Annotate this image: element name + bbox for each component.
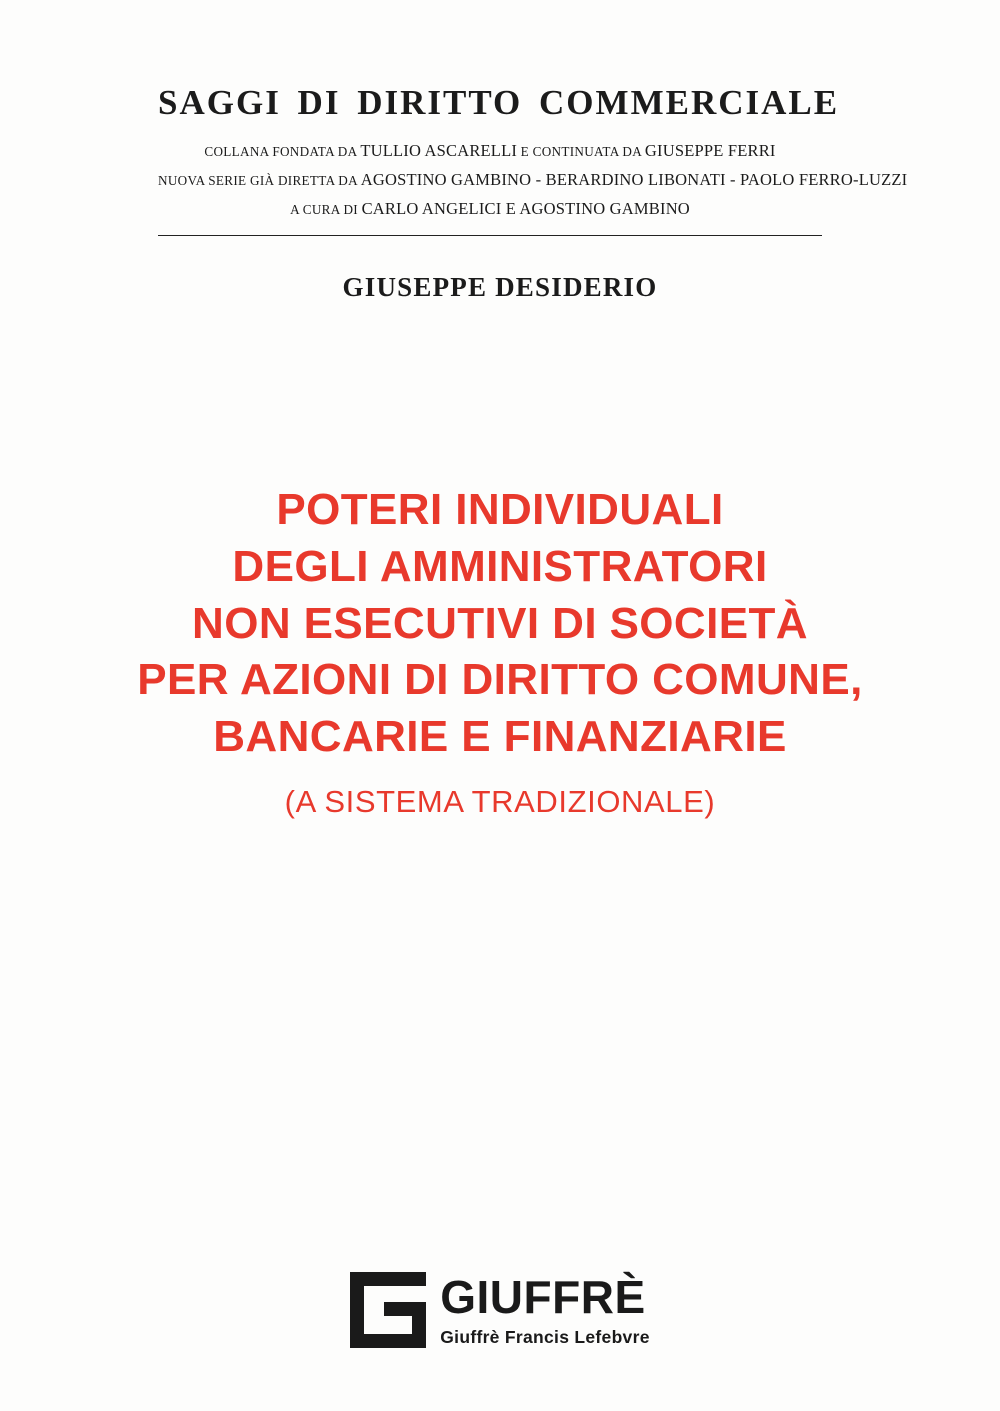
title-line-2: DEGLI AMMINISTRATORI — [232, 541, 768, 591]
series-directors-line — [158, 168, 908, 191]
series-founder-name-1: TULLIO ASCARELLI — [360, 140, 518, 160]
publisher-logo — [0, 1272, 1000, 1348]
series-directors-prefix: NUOVA SERIE GIÀ DIRETTA DA — [158, 172, 361, 188]
publisher-wordmark — [440, 1272, 649, 1348]
title-line-3: NON ESECUTIVI DI SOCIETÀ — [192, 598, 808, 648]
series-directors-names: AGOSTINO GAMBINO - BERARDINO LIBONATI - PAOLO FERRO-LUZZI — [360, 169, 908, 189]
series-header — [158, 83, 908, 236]
giuffre-g-logo-icon — [350, 1272, 426, 1348]
series-title: SAGGI DI DIRITTO COMMERCIALE — [158, 83, 840, 122]
series-editors-names: CARLO ANGELICI E AGOSTINO GAMBINO — [361, 199, 690, 219]
title-line-5: BANCARIE E FINANZIARIE — [213, 712, 787, 761]
series-founders-middle: E CONTINUATA DA — [517, 143, 645, 159]
series-founders-line — [158, 139, 822, 162]
book-title-block — [0, 482, 1000, 820]
series-editors-prefix: A CURA DI — [290, 202, 362, 218]
title-line-4: PER AZIONI DI DIRITTO COMUNE, — [137, 655, 863, 705]
author-name: GIUSEPPE DESIDERIO — [342, 272, 658, 302]
series-founders-prefix: COLLANA FONDATA DA — [204, 143, 361, 159]
series-editors-line — [158, 197, 822, 220]
publisher-tagline: Giuffrè Francis Lefebvre — [440, 1327, 650, 1347]
publisher-name: GIUFFRÈ — [440, 1271, 646, 1323]
header-divider — [158, 235, 822, 236]
series-founder-name-2: GIUSEPPE FERRI — [644, 140, 776, 160]
title-line-1: POTERI INDIVIDUALI — [276, 485, 724, 534]
book-subtitle: (A SISTEMA TRADIZIONALE) — [284, 783, 716, 819]
